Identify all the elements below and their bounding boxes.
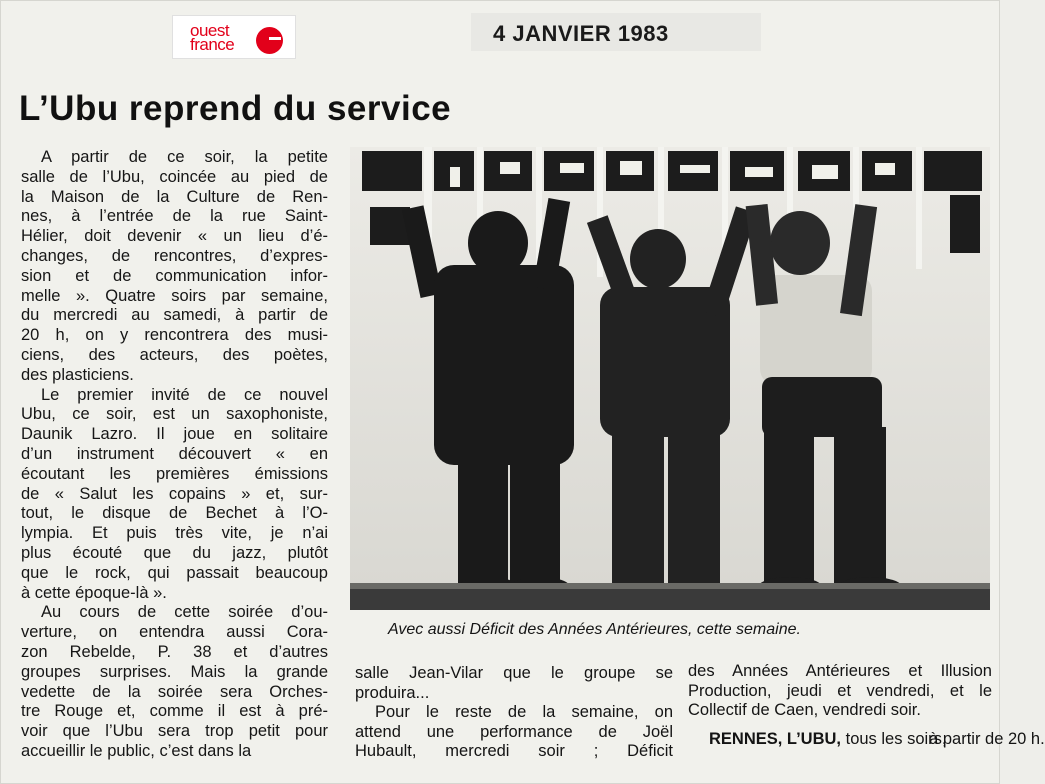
ouest-france-logo: [172, 15, 296, 59]
info-line-2: à partir de 20 h.: [929, 730, 1045, 748]
text-line: vedette de la soirée sera Orches-: [21, 682, 328, 701]
text-line: nes, à l’entrée de la rue Saint-: [21, 207, 328, 226]
info-schedule: tous les soirs,: [841, 730, 947, 748]
logo-word-2: france: [190, 35, 235, 54]
text-line: produira...: [355, 683, 430, 702]
article-column-3: [688, 662, 992, 721]
logo-circle-icon: [256, 27, 283, 54]
article-headline: L’Ubu reprend du service: [19, 89, 452, 128]
text-line: sion et de communication infor-: [21, 266, 328, 285]
text-line: A partir de ce soir, la petite: [41, 148, 328, 166]
text-line: écoutant les premières émissions: [21, 464, 328, 483]
text-line: que le rock, qui passait beaucoup: [21, 563, 328, 582]
text-line: des plasticiens.: [21, 365, 134, 384]
text-line: Production, jeudi et vendredi, et le: [688, 681, 992, 700]
text-line: changes, de rencontres, d’expres-: [21, 246, 328, 265]
text-line: voir que l’Ubu sera trop petit pour: [21, 722, 328, 741]
text-line: attend une performance de Joël: [355, 722, 673, 741]
photo-caption: Avec aussi Déficit des Années Antérieures, cette semaine.: [388, 621, 801, 638]
text-line: d’un instrument découvert « en: [21, 444, 328, 463]
article-photo: [350, 147, 990, 610]
text-line: Ubu, ce soir, est un saxophoniste,: [21, 405, 328, 424]
logo-word-1: ouest: [190, 21, 230, 40]
text-line: Le premier invité de ce nouvel: [41, 385, 328, 404]
text-line: salle Jean-Vilar que le groupe se: [355, 664, 673, 682]
text-line: du mercredi au samedi, à partir de: [21, 306, 328, 325]
text-line: tout, le disque de Bechet à l’O-: [21, 504, 328, 523]
text-line: Collectif de Caen, vendredi soir.: [688, 701, 921, 719]
text-line: melle ». Quatre soirs par semaine,: [21, 286, 328, 305]
text-line: Hubault, mercredi soir ; Déficit: [355, 742, 673, 760]
photo-illustration: [350, 147, 990, 610]
text-line: groupes surprises. Mais la grande: [21, 662, 328, 681]
publication-date: 4 JANVIER 1983: [493, 21, 669, 46]
text-line: des Années Antérieures et Illusion: [688, 662, 992, 680]
text-line: Au cours de cette soirée d’ou-: [41, 603, 328, 622]
dateline: [471, 13, 761, 51]
text-line: accueillir le public, c’est dans la: [21, 741, 252, 760]
practical-info: [709, 730, 1045, 750]
info-location: RENNES, L’UBU,: [709, 730, 842, 748]
text-line: salle de l’Ubu, coincée au pied de: [21, 167, 328, 186]
text-line: ciens, des acteurs, des poètes,: [21, 345, 328, 364]
text-line: zon Rebelde, P. 38 et d’autres: [21, 642, 328, 661]
text-line: Daunik Lazro. Il joue en solitaire: [21, 425, 328, 444]
text-line: tre Rouge et, comme il est à pré-: [21, 702, 328, 721]
text-line: plus écouté que du jazz, plutôt: [21, 543, 328, 562]
article-column-2: [355, 664, 673, 762]
text-line: de « Salut les copains » et, sur-: [21, 484, 328, 503]
info-line-1: [709, 730, 947, 748]
text-line: à cette époque-là ».: [21, 583, 167, 602]
article-column-1: [21, 148, 328, 762]
text-line: 20 h, on y rencontrera des musi-: [21, 326, 328, 345]
text-line: la Maison de la Culture de Ren-: [21, 187, 328, 206]
text-line: Pour le reste de la semaine, on: [375, 703, 673, 721]
text-line: verture, on entendra aussi Cora-: [21, 623, 328, 642]
text-line: lympia. Et puis très vite, je n’ai: [21, 524, 328, 543]
text-line: Hélier, doit devenir « un lieu d’é-: [21, 227, 328, 246]
